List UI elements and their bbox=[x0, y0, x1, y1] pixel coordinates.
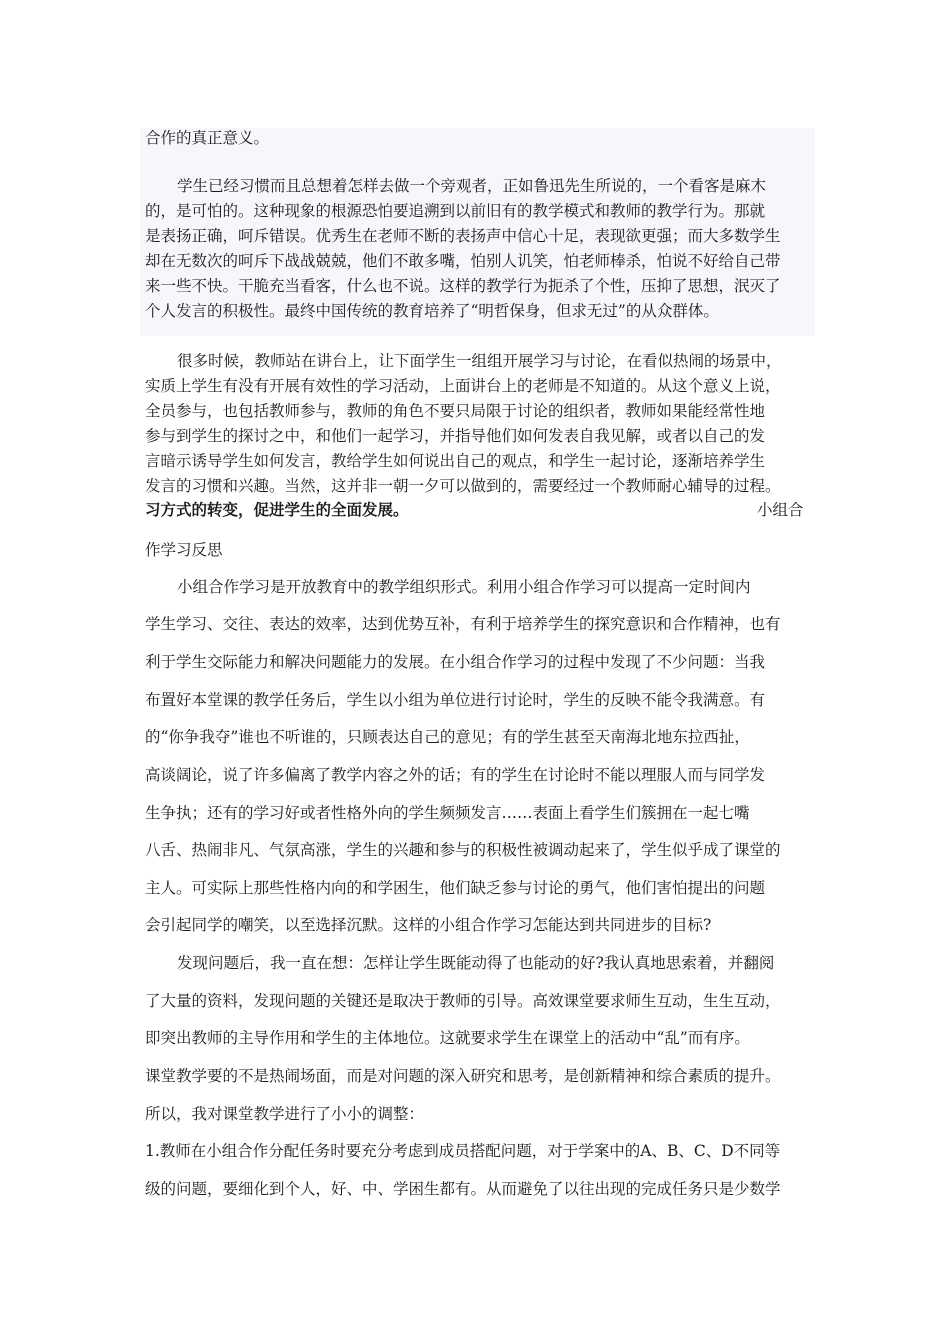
heading-fragment: 小组合 bbox=[757, 501, 804, 519]
text-line: 参与到学生的探讨之中，和他们一起学习，并指导他们如何发表自我见解，或者以自己的发 bbox=[145, 427, 766, 445]
text-line: 全员参与，也包括教师参与，教师的角色不要只局限于讨论的组织者，教师如果能经常性地 bbox=[145, 402, 766, 420]
text-line: 学生学习、交往、表达的效率，达到优势互补，有利于培养学生的探究意识和合作精神，也有 bbox=[145, 615, 781, 633]
text-line: 发言的习惯和兴趣。当然，这并非一朝一夕可以做到的，需要经过一个教师耐心辅导的过程。 bbox=[145, 477, 781, 495]
text-line: 小组合作学习是开放教育中的教学组织形式。利用小组合作学习可以提高一定时间内 bbox=[177, 578, 751, 596]
text-line: 的“你争我夺”谁也不听谁的，只顾表达自己的意见；有的学生甚至天南海北地东拉西扯， bbox=[145, 728, 750, 746]
text-line: 言暗示诱导学生如何发言，教给学生如何说出自己的观点，和学生一起讨论，逐渐培养学生 bbox=[145, 452, 766, 470]
text-line: 高谈阔论，说了许多偏离了教学内容之外的话；有的学生在讨论时不能以理服人而与同学发 bbox=[145, 766, 766, 784]
text-line: 1.教师在小组合作分配任务时要充分考虑到成员搭配问题，对于学案中的A、B、C、D不同等 bbox=[145, 1142, 781, 1160]
text-line: 会引起同学的嘲笑，以至选择沉默。这样的小组合作学习怎能达到共同进步的目标? bbox=[145, 916, 712, 934]
text-line: 了大量的资料，发现问题的关键还是取决于教师的引导。高效课堂要求师生互动，生生互动， bbox=[145, 992, 781, 1010]
text-line: 却在无数次的呵斥下战战兢兢，他们不敢多嘴，怕别人讥笑，怕老师棒杀，怕说不好给自己带 bbox=[145, 252, 781, 270]
text-line: 实质上学生有没有开展有效性的学习活动，上面讲台上的老师是不知道的。从这个意义上说， bbox=[145, 377, 781, 395]
bold-text-line: 习方式的转变，促进学生的全面发展。 bbox=[145, 500, 409, 519]
text-line: 主人。可实际上那些性格内向的和学困生，他们缺乏参与讨论的勇气，他们害怕提出的问题 bbox=[145, 879, 766, 897]
text-line: 所以，我对课堂教学进行了小小的调整： bbox=[145, 1105, 425, 1123]
text-line: 很多时候，教师站在讲台上，让下面学生一组组开展学习与讨论，在看似热闹的场景中， bbox=[177, 352, 782, 370]
text-line: 合作的真正意义。 bbox=[145, 129, 270, 147]
text-line: 课堂教学要的不是热闹场面，而是对问题的深入研究和思考，是创新精神和综合素质的提升。 bbox=[145, 1067, 781, 1085]
text-line: 是表扬正确，呵斥错误。优秀生在老师不断的表扬声中信心十足，表现欲更强；而大多数学生 bbox=[145, 227, 781, 245]
section-heading: 作学习反思 bbox=[145, 541, 223, 559]
text-line: 级的问题，要细化到个人，好、中、学困生都有。从而避免了以往出现的完成任务只是少数学 bbox=[145, 1180, 781, 1198]
text-line: 来一些不快。干脆充当看客，什么也不说。这样的教学行为扼杀了个性，压抑了思想，泯灭了 bbox=[145, 277, 781, 295]
text-line: 生争执；还有的学习好或者性格外向的学生频频发言……表面上看学生们簇拥在一起七嘴 bbox=[145, 804, 750, 822]
text-line: 发现问题后，我一直在想：怎样让学生既能动得了也能动的好?我认真地思索着，并翻阅 bbox=[177, 954, 775, 972]
text-line: 布置好本堂课的教学任务后，学生以小组为单位进行讨论时，学生的反映不能令我满意。有 bbox=[145, 691, 766, 709]
text-line: 利于学生交际能力和解决问题能力的发展。在小组合作学习的过程中发现了不少问题：当我 bbox=[145, 653, 766, 671]
text-line: 八舌、热闹非凡、气氛高涨，学生的兴趣和参与的积极性被调动起来了，学生似乎成了课堂的 bbox=[145, 841, 781, 859]
text-line: 个人发言的积极性。最终中国传统的教育培养了“明哲保身，但求无过”的从众群体。 bbox=[145, 302, 719, 320]
text-line: 的，是可怕的。这种现象的根源恐怕要追溯到以前旧有的教学模式和教师的教学行为。那就 bbox=[145, 202, 766, 220]
text-line: 即突出教师的主导作用和学生的主体地位。这就要求学生在课堂上的活动中“乱”而有序。 bbox=[145, 1029, 750, 1047]
text-line: 学生已经习惯而且总想着怎样去做一个旁观者，正如鲁迅先生所说的，一个看客是麻木 bbox=[177, 177, 767, 195]
